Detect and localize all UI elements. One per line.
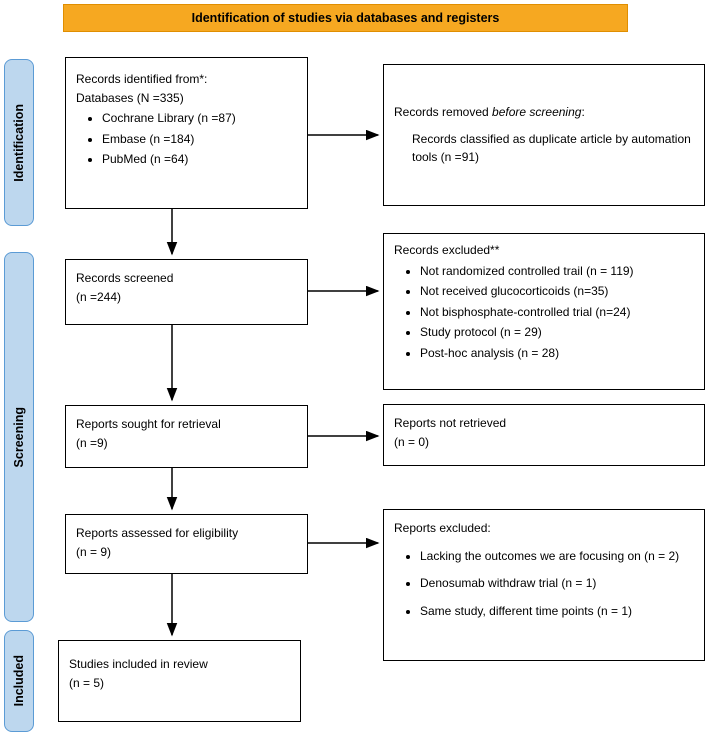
records-excluded-list bbox=[394, 262, 694, 363]
list-item: • Cochrane Library (n =87) bbox=[102, 109, 297, 128]
records-screened-line2: (n =244) bbox=[76, 289, 122, 304]
records-removed-title-italic: before screening bbox=[492, 105, 582, 120]
box-records-screened bbox=[65, 259, 308, 325]
studies-included-line2: (n = 5) bbox=[69, 675, 105, 690]
reports-assessed-line2: (n = 9) bbox=[76, 544, 112, 559]
records-identified-line2: Databases (N =335) bbox=[76, 90, 184, 105]
stage-identification-label: Identification bbox=[12, 103, 26, 182]
stage-included bbox=[4, 630, 34, 732]
records-removed-title-prefix: Records removed bbox=[394, 105, 493, 120]
box-reports-assessed bbox=[65, 514, 308, 574]
box-records-removed bbox=[383, 64, 705, 206]
box-records-identified bbox=[65, 57, 308, 209]
banner bbox=[63, 4, 628, 32]
list-item: • Not bisphosphate-controlled trial (n=24) bbox=[420, 303, 694, 322]
box-studies-included bbox=[58, 640, 301, 722]
reports-assessed-line1: Reports assessed for eligibility bbox=[76, 526, 239, 540]
reports-sought-line2: (n =9) bbox=[76, 435, 108, 450]
studies-included-line1: Studies included in review bbox=[69, 657, 208, 671]
records-identified-list bbox=[76, 109, 297, 169]
list-item: • Post-hoc analysis (n = 28) bbox=[420, 344, 694, 363]
list-item: • Not received glucocorticoids (n=35) bbox=[420, 282, 694, 301]
reports-sought-line1: Reports sought for retrieval bbox=[76, 417, 221, 431]
list-item: • Not randomized controlled trail (n = 119) bbox=[420, 262, 694, 281]
records-removed-title-suffix: : bbox=[581, 105, 585, 120]
banner-title: Identification of studies via databases and registers bbox=[191, 11, 500, 25]
stage-screening-label: Screening bbox=[12, 406, 26, 468]
reports-not-retrieved-line2: (n = 0) bbox=[394, 434, 430, 449]
records-removed-title bbox=[394, 103, 694, 122]
reports-excluded-list bbox=[394, 547, 694, 621]
list-item: • Same study, different time points (n = 1) bbox=[420, 602, 694, 621]
list-item: • Study protocol (n = 29) bbox=[420, 323, 694, 342]
box-reports-excluded bbox=[383, 509, 705, 661]
list-item: • Lacking the outcomes we are focusing on (n = 2) bbox=[420, 547, 694, 566]
list-item: • Denosumab withdraw trial (n = 1) bbox=[420, 574, 694, 593]
list-item: • PubMed (n =64) bbox=[102, 150, 297, 169]
stage-identification bbox=[4, 59, 34, 226]
list-item: • Embase (n =184) bbox=[102, 130, 297, 149]
box-reports-sought bbox=[65, 405, 308, 468]
records-identified-line1: Records identified from*: bbox=[76, 72, 208, 86]
stage-screening bbox=[4, 252, 34, 622]
box-reports-not-retrieved bbox=[383, 404, 705, 466]
records-excluded-title: Records excluded** bbox=[394, 243, 500, 257]
records-screened-line1: Records screened bbox=[76, 271, 174, 285]
reports-not-retrieved-line1: Reports not retrieved bbox=[394, 416, 507, 430]
stage-included-label: Included bbox=[12, 655, 26, 707]
reports-excluded-title: Reports excluded: bbox=[394, 521, 491, 535]
box-records-excluded bbox=[383, 233, 705, 390]
records-removed-body: Records classified as duplicate article by automation tools (n =91) bbox=[412, 131, 691, 165]
